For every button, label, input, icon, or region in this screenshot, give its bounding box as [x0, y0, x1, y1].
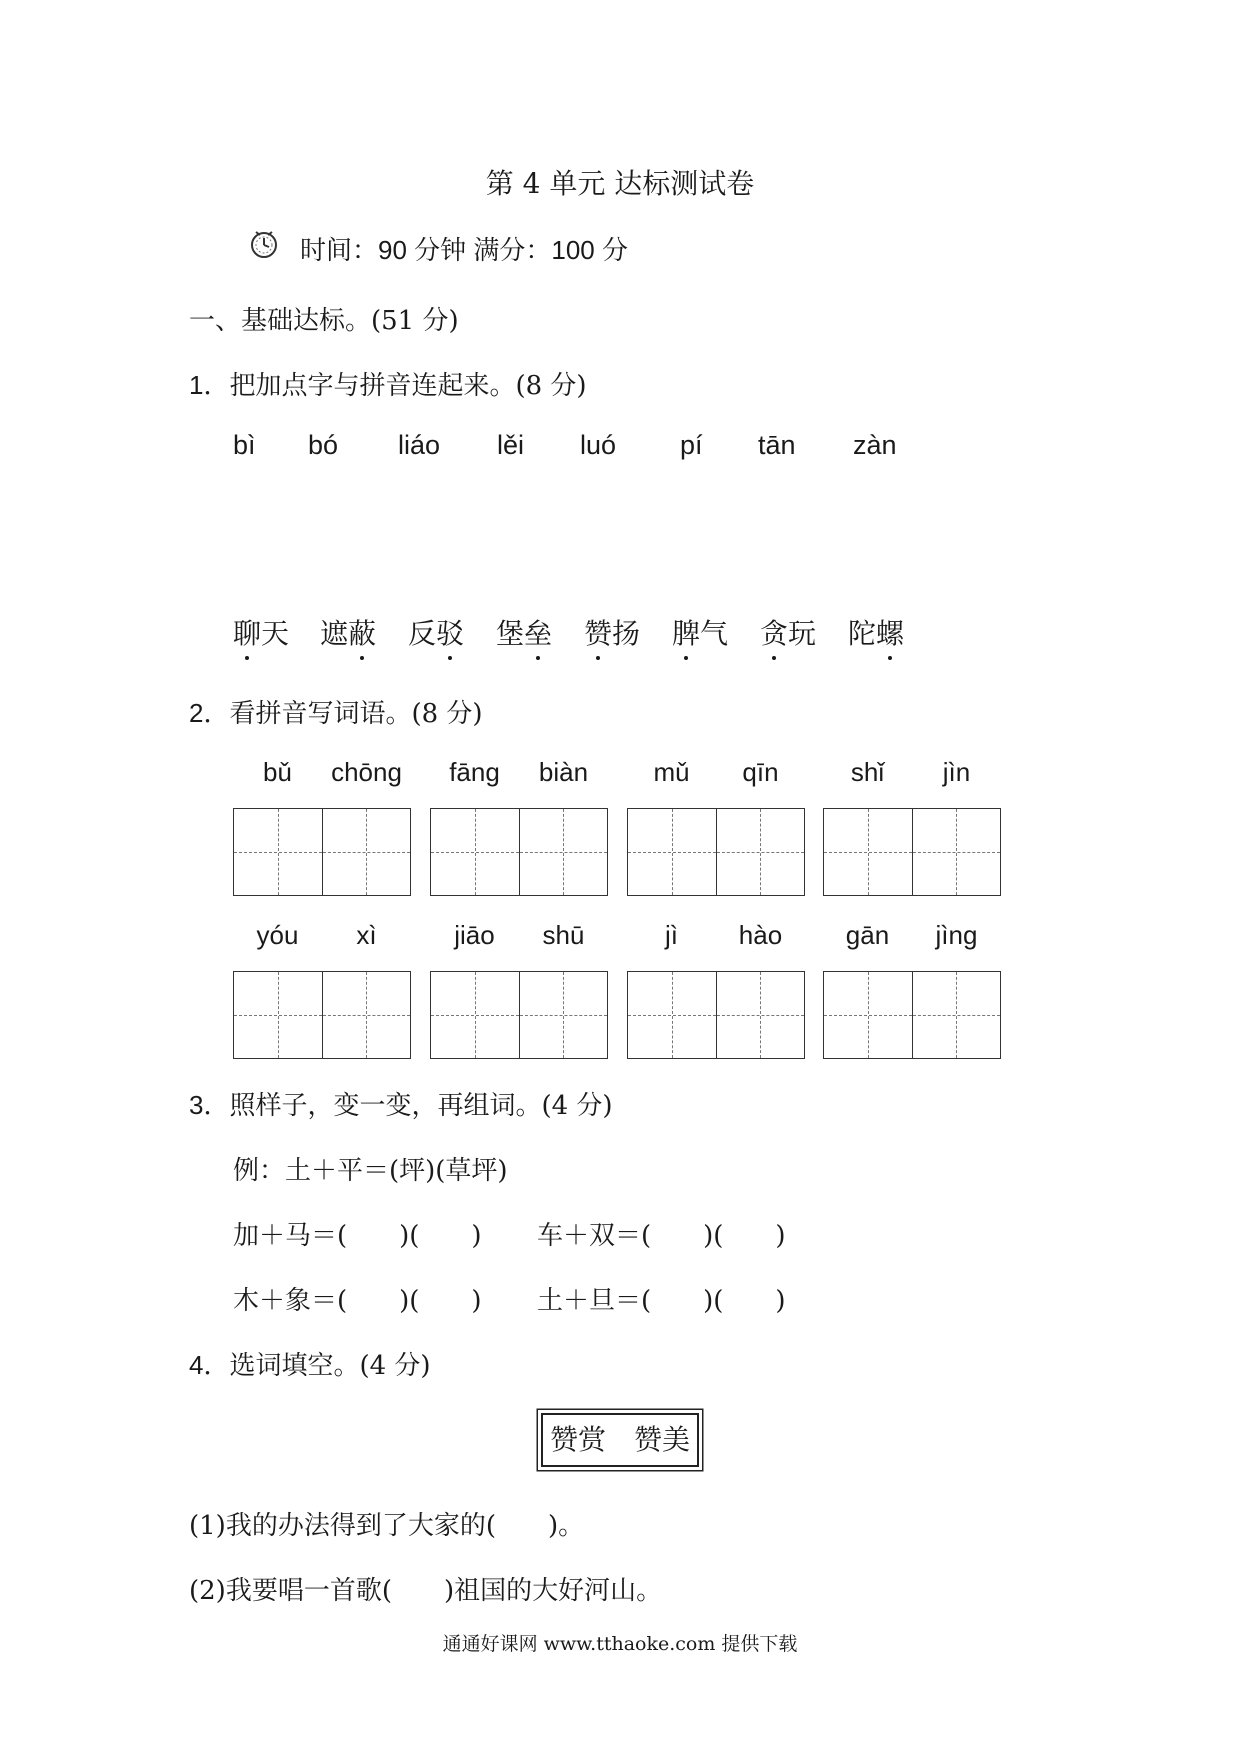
pinyin-option[interactable]: tān — [758, 430, 796, 460]
dotted-char: 蔽 — [348, 612, 376, 652]
example-line: 例：土＋平＝(坪)(草坪) — [233, 1156, 508, 1186]
pinyin-label: qīn — [742, 757, 779, 787]
pinyin-label: fāng — [449, 757, 500, 787]
pinyin-label: chōng — [331, 757, 402, 787]
grid-cell[interactable] — [431, 972, 519, 1058]
word-option[interactable]: 聊天 — [233, 612, 289, 652]
question-4-prompt: 选词填空。(4 分) — [229, 1351, 431, 1381]
grid-cell[interactable] — [628, 809, 716, 895]
pinyin-label: gān — [845, 920, 890, 950]
dotted-char: 贪 — [760, 612, 788, 652]
word-option[interactable]: 遮蔽 — [320, 612, 376, 652]
writing-grid[interactable] — [430, 971, 608, 1059]
grid-cell[interactable] — [519, 972, 608, 1058]
grid-cell[interactable] — [628, 972, 716, 1058]
blank-1a[interactable]: 加＋马＝( )( ) — [233, 1221, 482, 1251]
sentence-1[interactable]: (1)我的办法得到了大家的( )。 — [189, 1511, 585, 1541]
question-3-prompt: 照样子，变一变，再组词。(4 分) — [229, 1091, 613, 1121]
page-title: 第 4 单元 达标测试卷 — [485, 167, 755, 200]
pinyin-label: jìn — [942, 757, 971, 787]
question-1: 1．把加点字与拼音连起来。(8 分) — [189, 370, 587, 401]
question-3: 3．照样子，变一变，再组词。(4 分) — [189, 1090, 613, 1121]
writing-grid[interactable] — [430, 808, 608, 896]
dotted-char: 驳 — [436, 612, 464, 652]
grid-cell[interactable] — [716, 809, 805, 895]
writing-grid[interactable] — [823, 971, 1001, 1059]
word-option[interactable]: 反驳 — [408, 612, 464, 652]
grid-cell[interactable] — [912, 972, 1001, 1058]
exam-meta: 时间：90 分钟 满分：100 分 — [300, 235, 628, 265]
footer: 通通好课网 www.tthaoke.com 提供下载 — [442, 1633, 798, 1655]
writing-grid[interactable] — [233, 808, 411, 896]
question-2: 2．看拼音写词语。(8 分) — [189, 698, 483, 729]
pinyin-option[interactable]: luó — [580, 430, 617, 460]
question-4: 4．选词填空。(4 分) — [189, 1350, 431, 1381]
writing-grid[interactable] — [233, 971, 411, 1059]
grid-cell[interactable] — [912, 809, 1001, 895]
grid-cell[interactable] — [234, 972, 322, 1058]
pinyin-label: biàn — [538, 757, 589, 787]
pinyin-option[interactable]: pí — [680, 430, 703, 460]
pinyin-label: mǔ — [653, 757, 690, 787]
blank-1b[interactable]: 车＋双＝( )( ) — [537, 1221, 786, 1251]
grid-cell[interactable] — [431, 809, 519, 895]
dotted-char: 脾 — [672, 612, 700, 652]
word-option[interactable]: 贪玩 — [760, 612, 816, 652]
pinyin-label: shǐ — [850, 757, 885, 787]
grid-cell[interactable] — [322, 809, 411, 895]
question-1-prompt: 把加点字与拼音连起来。(8 分) — [229, 371, 587, 401]
pinyin-label: shū — [542, 920, 585, 950]
pinyin-option[interactable]: liáo — [398, 430, 441, 460]
pinyin-label: jìng — [935, 920, 978, 950]
grid-cell[interactable] — [519, 809, 608, 895]
pinyin-option[interactable]: bó — [308, 430, 339, 460]
pinyin-label: hào — [738, 920, 783, 950]
word-option[interactable]: 堡垒 — [496, 612, 552, 652]
dotted-char: 聊 — [233, 612, 261, 652]
pinyin-label: yóu — [256, 920, 299, 950]
pinyin-option[interactable]: zàn — [853, 430, 897, 460]
clock-icon — [247, 226, 281, 260]
pinyin-option[interactable]: lěi — [497, 430, 525, 460]
pinyin-option[interactable]: bì — [233, 430, 256, 460]
grid-cell[interactable] — [824, 809, 912, 895]
pinyin-label: bǔ — [263, 757, 292, 787]
pinyin-label: jiāo — [454, 920, 495, 950]
writing-grid[interactable] — [823, 808, 1001, 896]
writing-grid[interactable] — [627, 971, 805, 1059]
word-options-box: 赞赏 赞美 — [541, 1413, 699, 1467]
question-2-prompt: 看拼音写词语。(8 分) — [229, 699, 483, 729]
word-option[interactable]: 脾气 — [672, 612, 728, 652]
grid-cell[interactable] — [322, 972, 411, 1058]
pinyin-label: xì — [356, 920, 377, 950]
word-option[interactable]: 赞扬 — [584, 612, 640, 652]
blank-2a[interactable]: 木＋象＝( )( ) — [233, 1286, 482, 1316]
writing-grid[interactable] — [627, 808, 805, 896]
blank-2b[interactable]: 土＋旦＝( )( ) — [537, 1286, 786, 1316]
sentence-2[interactable]: (2)我要唱一首歌( )祖国的大好河山。 — [189, 1576, 663, 1606]
grid-cell[interactable] — [716, 972, 805, 1058]
word-option[interactable]: 陀螺 — [848, 612, 904, 652]
dotted-char: 螺 — [876, 612, 904, 652]
pinyin-label: jì — [665, 920, 678, 950]
section-heading: 一、基础达标。(51 分) — [189, 306, 459, 336]
dotted-char: 赞 — [584, 612, 612, 652]
grid-cell[interactable] — [234, 809, 322, 895]
grid-cell[interactable] — [824, 972, 912, 1058]
dotted-char: 垒 — [524, 612, 552, 652]
